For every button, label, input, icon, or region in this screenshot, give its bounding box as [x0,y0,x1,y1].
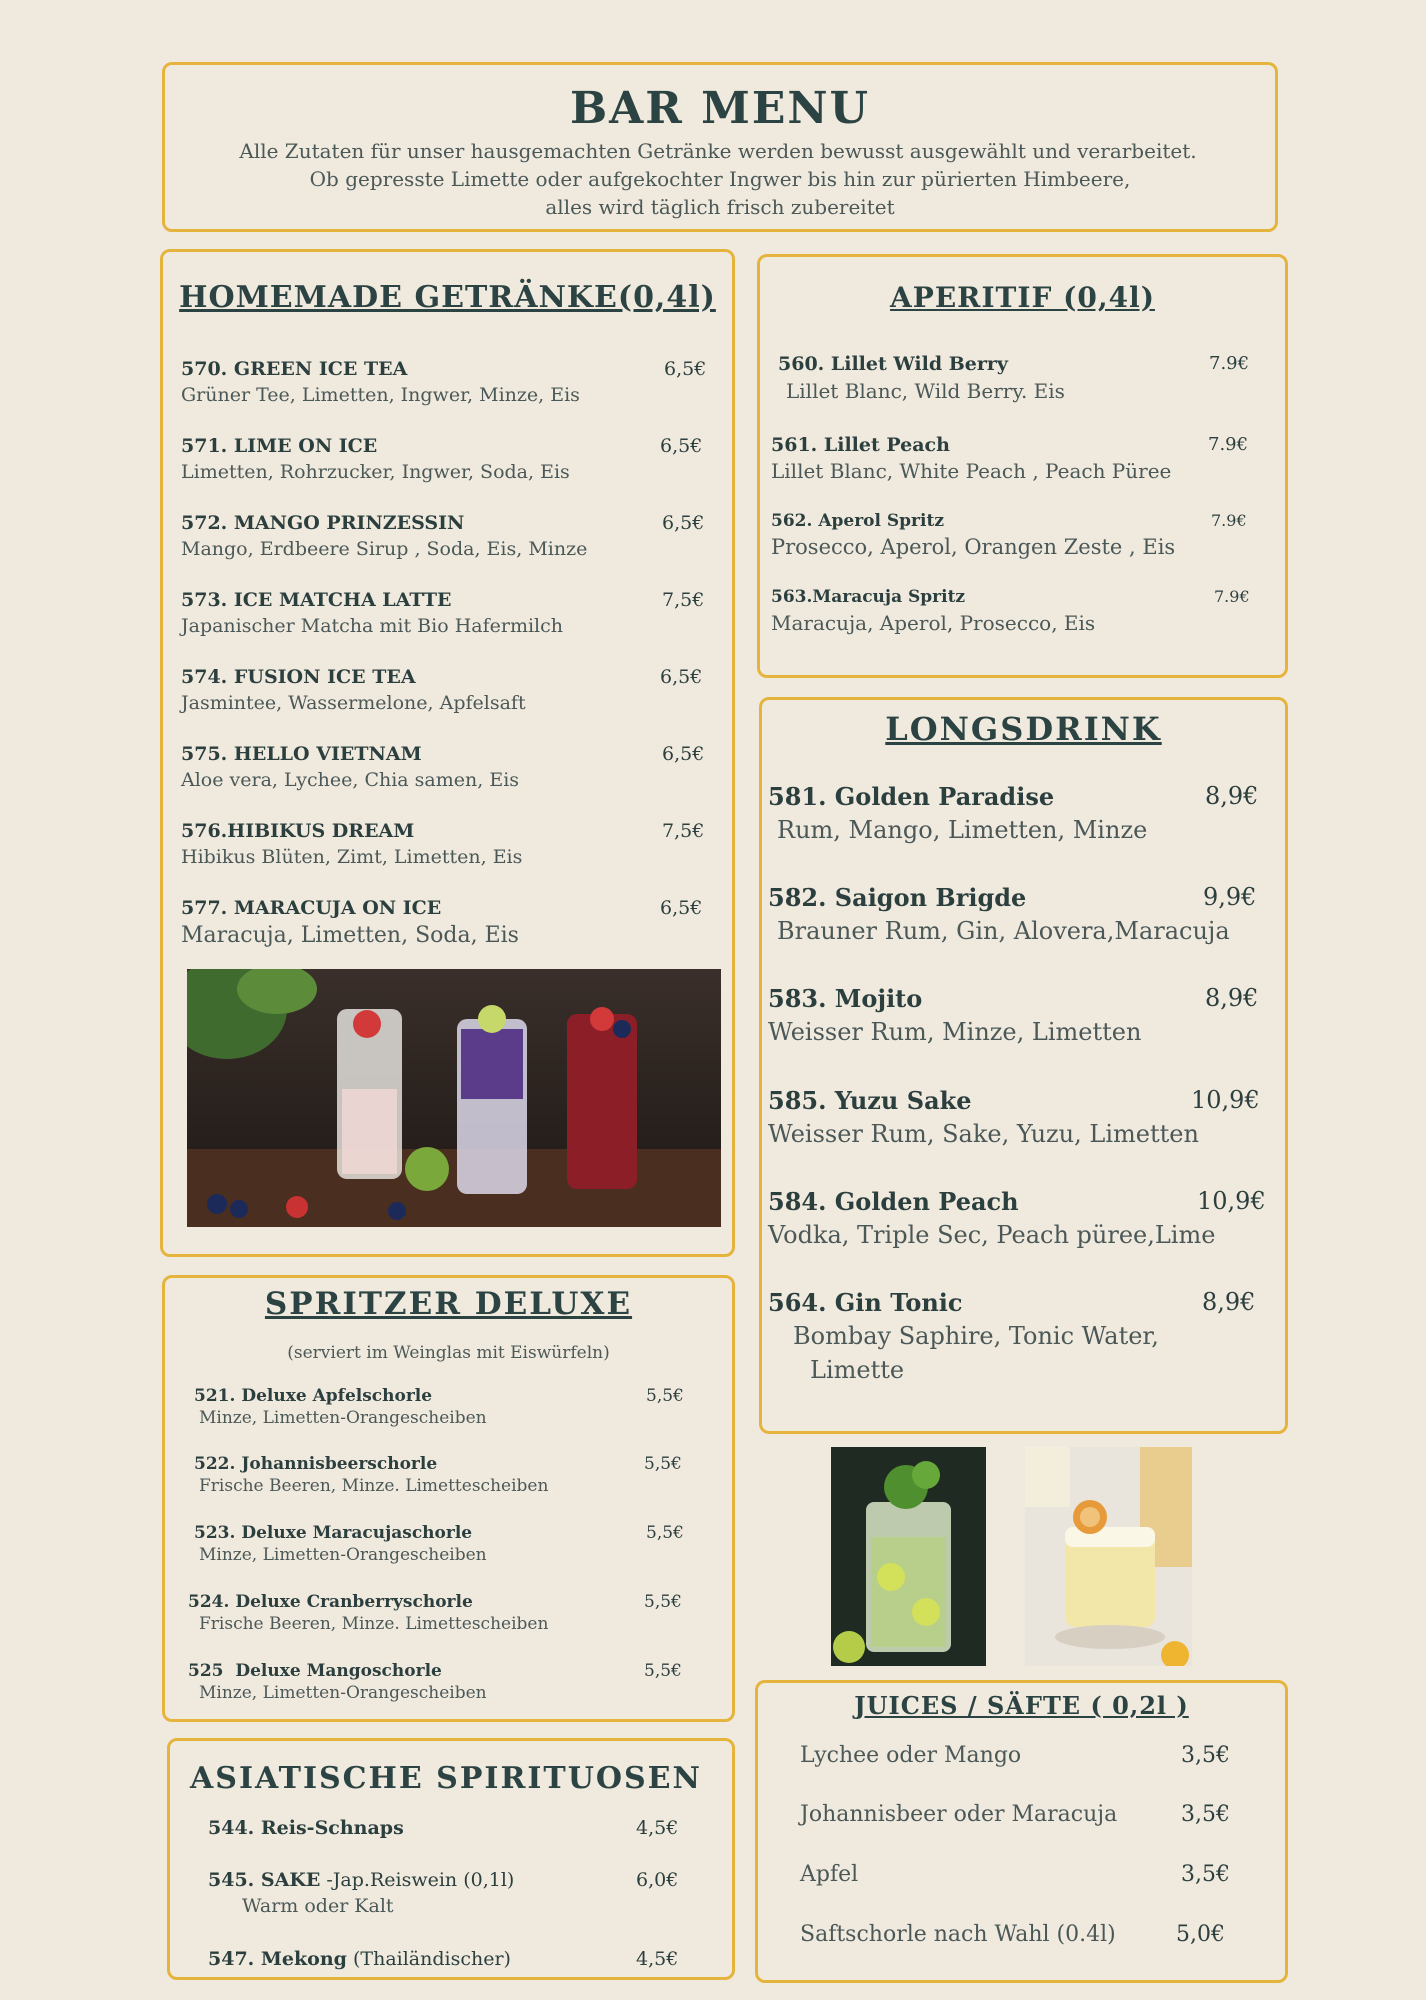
item-price: 6,0€ [636,1869,679,1891]
juice-item [800,1862,1260,1892]
item-description: Japanischer Matcha mit Bio Hafermilch [181,615,563,637]
item-name: 561. Lillet Peach [771,434,950,456]
item-price: 9,9€ [1203,883,1257,911]
item-description: Limetten, Rohrzucker, Ingwer, Soda, Eis [181,461,570,483]
juice-item [800,1743,1260,1773]
item-name: 560. Lillet Wild Berry [778,353,1008,375]
item-price: 3,5€ [1181,1862,1230,1887]
item-name: 584. Golden Peach [768,1187,1019,1216]
item-price: 5,5€ [646,1386,684,1406]
item-description: Brauner Rum, Gin, Alovera,Maracuja [777,917,1230,945]
juice-item [800,1922,1260,1952]
homemade-item [181,897,721,951]
longdrink-section [759,697,1288,1434]
homemade-item [181,358,721,408]
spritzer-section [162,1275,735,1722]
aperitif-title: APERITIF (0,4l) [890,281,1155,314]
item-description: Maracuja, Limetten, Soda, Eis [181,923,519,948]
header-intro-line-3: alles wird täglich frisch zubereitet [545,195,895,219]
item-description: Minze, Limetten-Orangescheiben [199,1683,487,1703]
item-name: 570. GREEN ICE TEA [181,358,408,380]
menu-title: BAR MENU [569,83,871,134]
drinks-photo [187,969,721,1227]
item-price: 8,9€ [1205,782,1259,810]
item-price: 5,5€ [644,1592,682,1612]
aperitif-item [771,511,1276,561]
longdrink-item [768,1288,1283,1392]
item-price: 4,5€ [636,1948,679,1970]
item-description: Grüner Tee, Limetten, Ingwer, Minze, Eis [181,384,580,406]
longdrink-item [768,1086,1283,1156]
homemade-item [181,666,721,716]
spritzer-item [194,1454,714,1499]
item-price: 6,5€ [660,666,703,688]
spritzer-title: SPRITZER DELUXE [264,1286,633,1322]
item-name: 583. Mojito [768,984,923,1013]
item-price: 6,5€ [664,358,707,380]
item-name: 563.Maracuja Spritz [771,587,966,607]
item-description: Lillet Blanc, White Peach , Peach Püree [771,459,1172,483]
item-price: 6,5€ [660,435,703,457]
item-description: Frische Beeren, Minze. Limettescheiben [199,1476,549,1496]
item-price: 5,5€ [646,1523,684,1543]
item-name: 572. MANGO PRINZESSIN [181,512,465,534]
item-price: 7.9€ [1211,511,1247,530]
item-name: 525 Deluxe Mangoschorle [188,1661,442,1681]
header-intro-line-2: Ob gepresste Limette oder aufgekochter Ingwer bis hin zur pürierten Himbeere, [309,167,1131,191]
item-name: 545. SAKE [208,1869,321,1891]
item-name: 547. Mekong [208,1948,347,1970]
item-name: 575. HELLO VIETNAM [181,743,422,765]
item-price: 6,5€ [660,897,703,919]
item-name: 571. LIME ON ICE [181,435,378,457]
juices-title: JUICES / SÄFTE ( 0,2l ) [854,1691,1189,1720]
spritzer-item [194,1523,714,1568]
item-price: 5,5€ [644,1661,682,1681]
item-price: 5,5€ [644,1454,682,1474]
item-description: Hibikus Blüten, Zimt, Limetten, Eis [181,846,523,868]
juices-section [755,1680,1288,1983]
item-description: Weisser Rum, Sake, Yuzu, Limetten [768,1120,1199,1148]
header-intro-line-1: Alle Zutaten für unser hausgemachten Getränke werden bewusst ausgewählt und verarbeitet. [239,139,1197,163]
item-name: Lychee oder Mango [800,1743,1022,1768]
item-description: Frische Beeren, Minze. Limettescheiben [199,1614,549,1634]
asian-item [208,1869,708,1929]
item-name: 582. Saigon Brigde [768,883,1027,912]
item-price: 7,5€ [662,820,705,842]
item-description: Aloe vera, Lychee, Chia samen, Eis [181,769,520,791]
item-name: 544. Reis-Schnaps [208,1817,404,1839]
homemade-item [181,743,721,793]
item-description: Minze, Limetten-Orangescheiben [199,1408,487,1428]
item-name: 574. FUSION ICE TEA [181,666,416,688]
item-name-extra: (Thailändischer) [346,1948,511,1970]
item-name: 562. Aperol Spritz [771,511,944,531]
item-description: Rum, Mango, Limetten, Minze [777,816,1148,844]
homemade-item [181,820,721,870]
item-name: 576.HIBIKUS DREAM [181,820,415,842]
homemade-item [181,512,721,562]
item-description: Mango, Erdbeere Sirup , Soda, Eis, Minze [181,538,588,560]
homemade-section [160,249,735,1257]
longdrink-title: LONGSDRINK [885,710,1162,748]
homemade-title: HOMEMADE GETRÄNKE(0,4l) [179,280,716,315]
aperitif-section [757,254,1288,678]
item-price: 3,5€ [1181,1802,1230,1827]
item-price: 7.9€ [1209,353,1250,374]
spritzer-subtitle: (serviert im Weinglas mit Eiswürfeln) [287,1343,610,1363]
item-price: 10,9€ [1197,1187,1266,1215]
homemade-item [181,589,721,639]
spritzer-item [188,1661,714,1706]
item-name: 581. Golden Paradise [768,782,1055,811]
item-name: 522. Johannisbeerschorle [194,1454,438,1474]
longdrink-item [768,1187,1283,1257]
item-description: Maracuja, Aperol, Prosecco, Eis [771,611,1096,635]
item-name-line [208,1869,514,1891]
item-description: Bombay Saphire, Tonic Water, [793,1322,1159,1350]
longdrink-item [768,782,1283,852]
item-description-line-2: Limette [810,1356,905,1384]
item-name: 564. Gin Tonic [768,1288,963,1317]
longdrink-item [768,984,1283,1054]
asian-spirits-section [167,1738,735,1980]
golden-peach-photo [1025,1447,1192,1666]
item-name: 524. Deluxe Cranberryschorle [188,1592,473,1612]
item-name-line [208,1948,511,1970]
asian-item [208,1817,708,1847]
item-name-extra: -Jap.Reiswein (0,1l) [320,1869,515,1891]
item-name: Apfel [800,1862,859,1887]
item-price: 7,5€ [662,589,705,611]
item-price: 4,5€ [636,1817,679,1839]
aperitif-item [771,434,1276,484]
item-name: 573. ICE MATCHA LATTE [181,589,452,611]
item-description: Weisser Rum, Minze, Limetten [768,1018,1142,1046]
item-description: Minze, Limetten-Orangescheiben [199,1545,487,1565]
item-price: 5,0€ [1176,1922,1225,1947]
spritzer-item [188,1592,714,1637]
item-description: Vodka, Triple Sec, Peach püree,Lime [768,1221,1216,1249]
item-price: 6,5€ [662,743,705,765]
item-name: 585. Yuzu Sake [768,1086,972,1115]
asian-spirits-title: ASIATISCHE SPIRITUOSEN [190,1761,702,1796]
header-box [162,62,1278,232]
item-description: Jasmintee, Wassermelone, Apfelsaft [181,692,526,714]
item-price: 7.9€ [1208,434,1249,455]
mojito-photo [831,1447,986,1666]
juice-item [800,1802,1260,1832]
item-name: Saftschorle nach Wahl (0.4l) [800,1922,1116,1947]
homemade-item [181,435,721,485]
item-name: Johannisbeer oder Maracuja [800,1802,1118,1827]
item-description: Lillet Blanc, Wild Berry. Eis [786,379,1065,403]
longdrink-item [768,883,1283,953]
item-price: 3,5€ [1181,1743,1230,1768]
item-name: 577. MARACUJA ON ICE [181,897,442,919]
item-price: 7.9€ [1214,587,1250,606]
aperitif-item [771,587,1276,637]
aperitif-item [778,353,1278,403]
item-price: 8,9€ [1202,1288,1256,1316]
item-price: 6,5€ [662,512,705,534]
spritzer-item [194,1386,714,1431]
item-price: 10,9€ [1191,1086,1260,1114]
item-description: Prosecco, Aperol, Orangen Zeste , Eis [771,535,1176,559]
asian-item [208,1948,708,1978]
item-price: 8,9€ [1205,984,1259,1012]
item-name: 523. Deluxe Maracujaschorle [194,1523,473,1543]
item-description: Warm oder Kalt [242,1895,394,1917]
item-name: 521. Deluxe Apfelschorle [194,1386,433,1406]
